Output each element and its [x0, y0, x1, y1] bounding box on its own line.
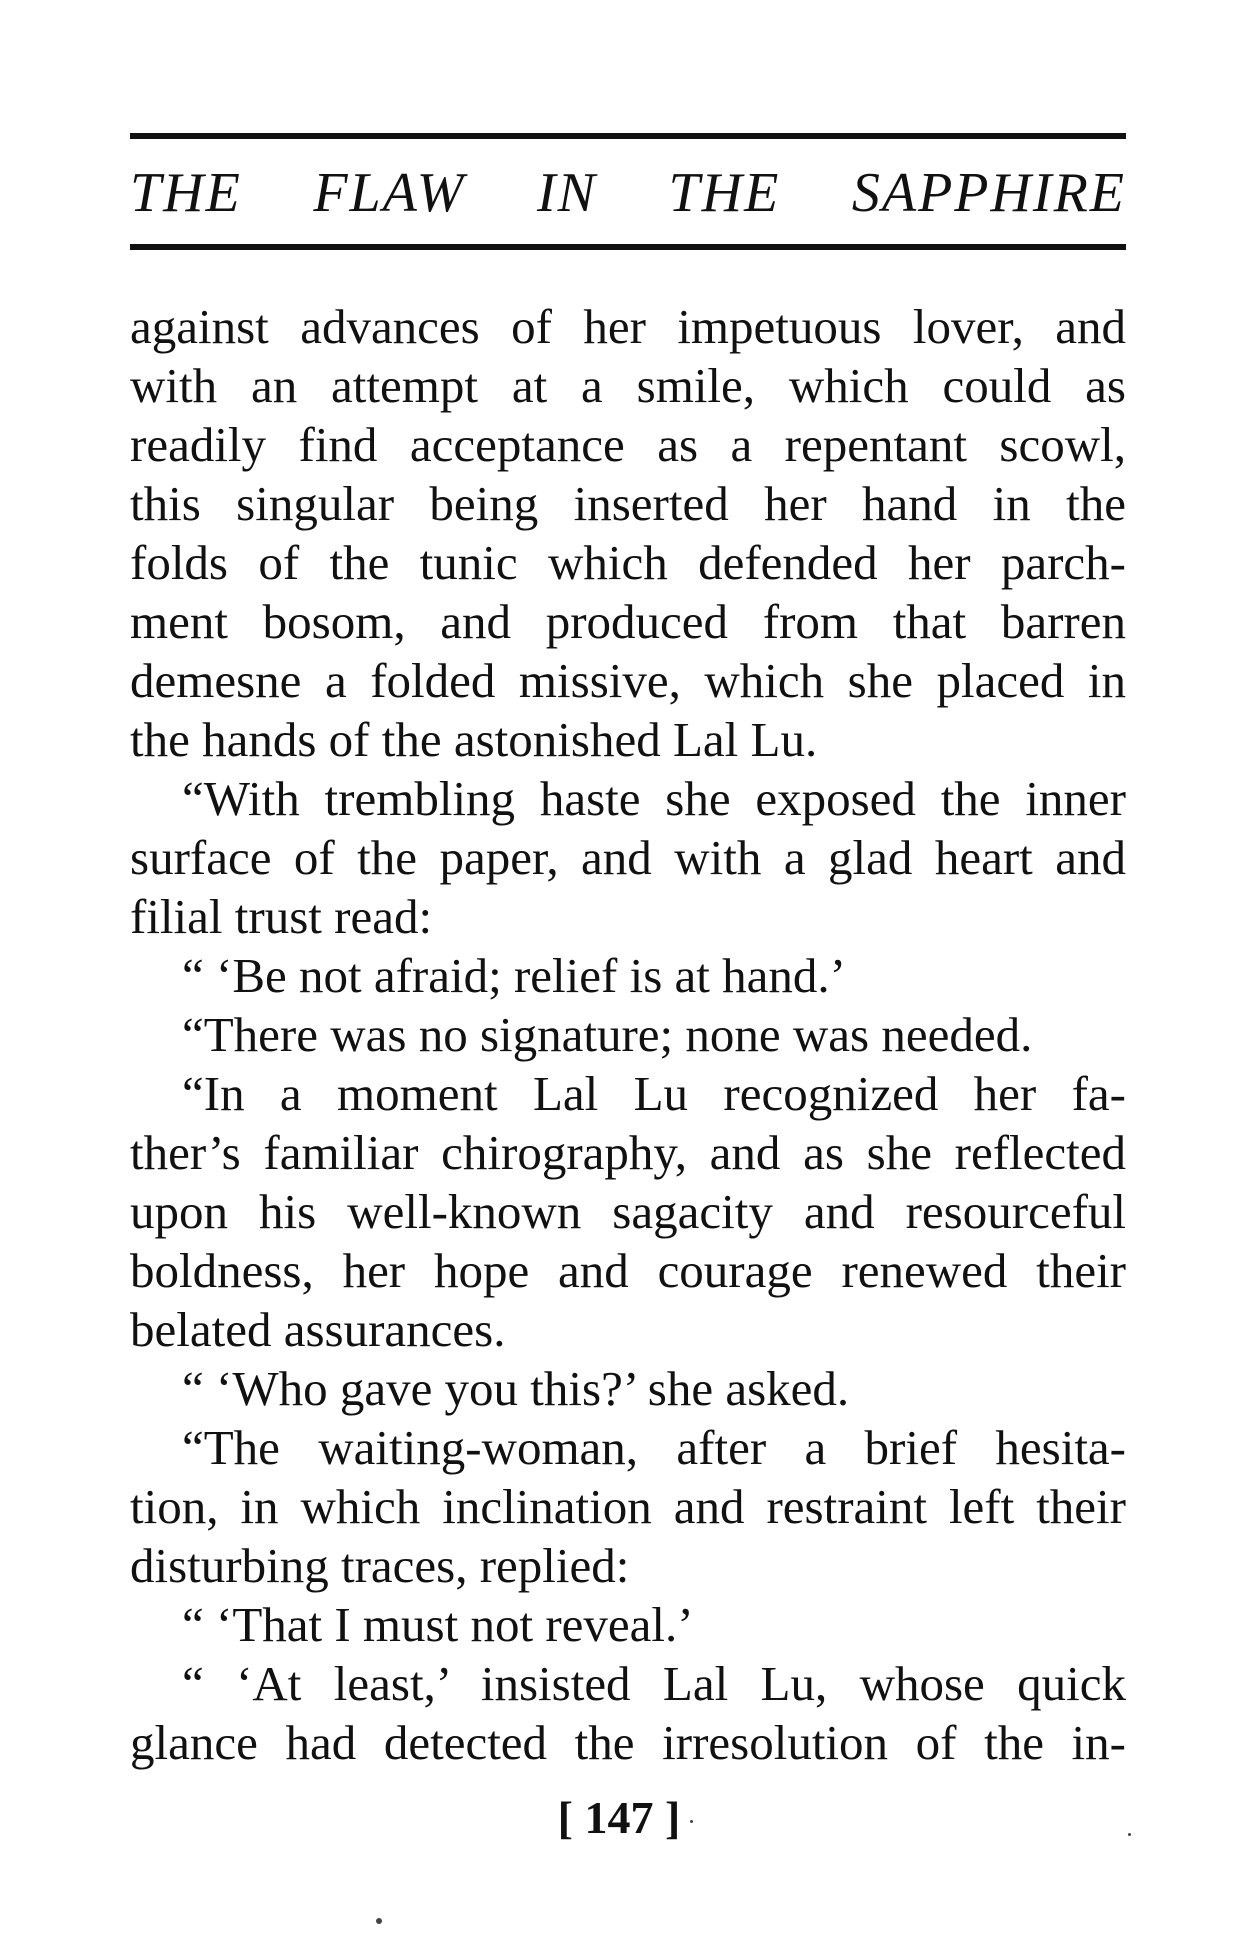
print-speck [1128, 1833, 1131, 1836]
running-head-word: FLAW [313, 162, 466, 224]
text-line: ment bosom, and produced from that barren [130, 594, 1126, 649]
text-line: with an attempt at a smile, which could as [130, 358, 1126, 413]
text-line: “In a moment Lal Lu recognized her fa- [182, 1066, 1126, 1121]
text-line: folds of the tunic which defended her parch- [130, 535, 1126, 590]
text-line: demesne a folded missive, which she placed in [130, 653, 1126, 708]
running-head-word: SAPPHIRE [851, 162, 1126, 224]
text-line: against advances of her impetuous lover, and [130, 299, 1126, 354]
print-speck [690, 1820, 693, 1823]
text-line: “ ‘At least,’ insisted Lal Lu, whose quick [182, 1656, 1126, 1711]
text-line: “ ‘Who gave you this?’ she asked. [182, 1361, 850, 1416]
text-line: this singular being inserted her hand in the [130, 476, 1126, 531]
text-line: the hands of the astonished Lal Lu. [130, 712, 818, 767]
header-rule-bottom [130, 244, 1126, 250]
text-line: filial trust read: [130, 889, 433, 944]
text-line: “With trembling haste she exposed the inner [182, 771, 1126, 826]
page-number: [ 147 ] [557, 1792, 681, 1843]
print-speck [376, 1918, 382, 1924]
text-line: “There was no signature; none was needed. [182, 1007, 1033, 1062]
text-line: “The waiting-woman, after a brief hesita- [182, 1420, 1126, 1475]
header-rule-top [130, 133, 1126, 139]
running-head-word: IN [537, 162, 597, 224]
text-line: “ ‘That I must not reveal.’ [182, 1597, 694, 1652]
running-head-word: THE [130, 162, 242, 224]
text-line: surface of the paper, and with a glad heart and [130, 830, 1126, 885]
text-line: belated assurances. [130, 1302, 506, 1357]
text-line: readily find acceptance as a repentant scowl, [130, 417, 1126, 472]
text-line: disturbing traces, replied: [130, 1538, 630, 1593]
text-line: glance had detected the irresolution of the in- [130, 1715, 1126, 1770]
running-head-word: THE [668, 162, 781, 224]
body-text [130, 297, 1126, 1772]
text-line: upon his well-known sagacity and resourceful [130, 1184, 1126, 1239]
text-line: boldness, her hope and courage renewed their [130, 1243, 1126, 1298]
text-line: tion, in which inclination and restraint left their [130, 1479, 1126, 1534]
running-head [130, 158, 1126, 228]
text-line: ther’s familiar chirography, and as she reflected [130, 1125, 1126, 1180]
text-line: “ ‘Be not afraid; relief is at hand.’ [182, 948, 846, 1003]
